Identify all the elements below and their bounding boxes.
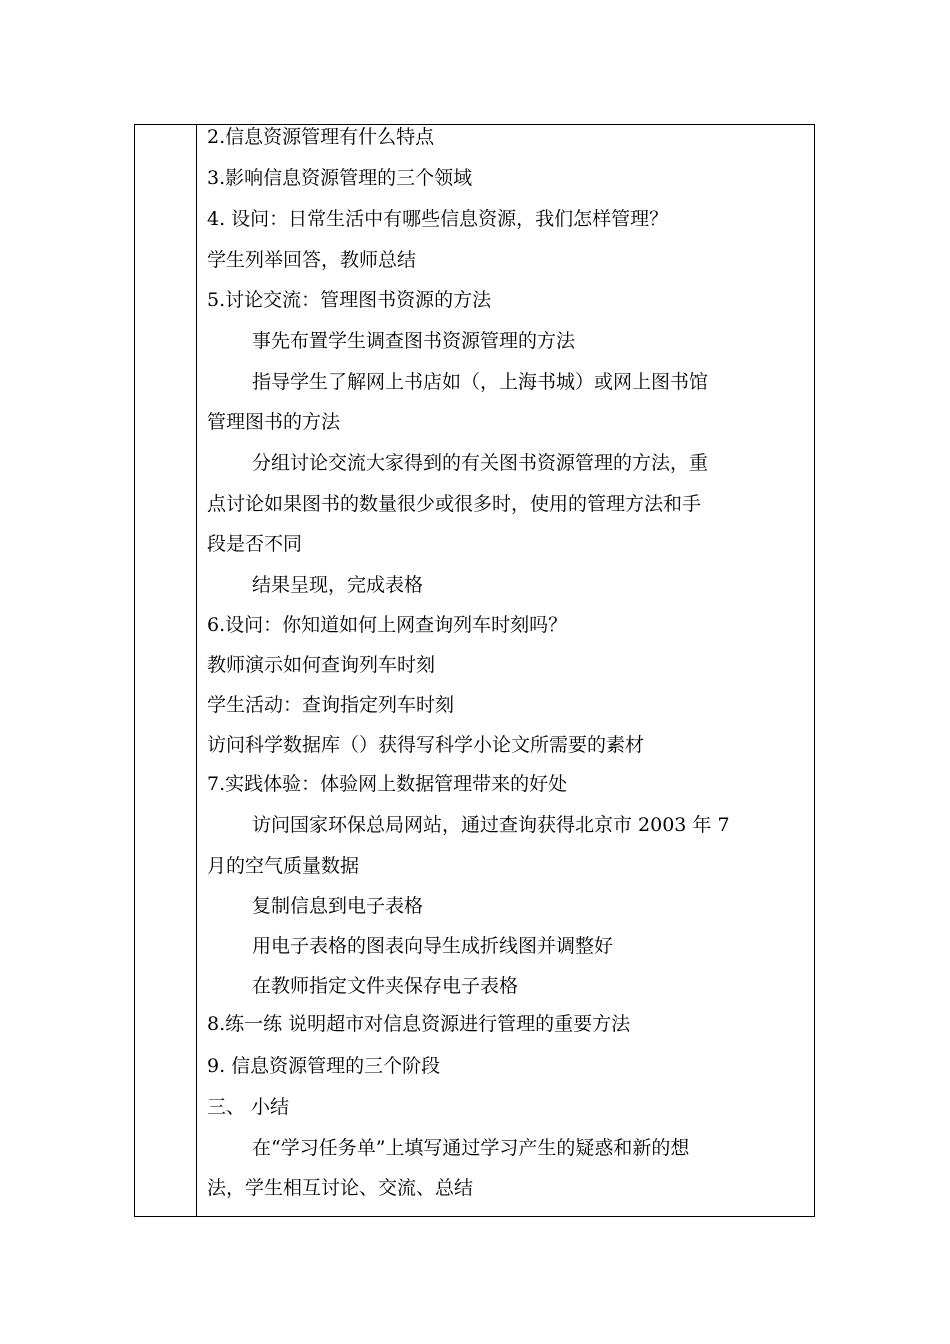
- text-line: 学生列举回答，教师总结: [207, 249, 417, 271]
- text-line: 事先布置学生调查图书资源管理的方法: [252, 330, 576, 352]
- text-line: 8.练一练 说明超市对信息资源进行管理的重要方法: [207, 1013, 631, 1035]
- text-line: 6.设问：你知道如何上网查询列车时刻吗？: [207, 614, 568, 636]
- text-line: 访问科学数据库（）获得写科学小论文所需要的素材: [207, 734, 645, 756]
- text-line: 结果呈现，完成表格: [252, 574, 424, 596]
- section-heading: 三、 小结: [207, 1096, 290, 1118]
- text-line: 访问国家环保总局网站，通过查询获得北京市 2003 年 7: [252, 814, 730, 836]
- text-line: 法，学生相互讨论、交流、总结: [207, 1177, 474, 1199]
- text-line: 复制信息到电子表格: [252, 895, 424, 917]
- text-line: 5.讨论交流：管理图书资源的方法: [207, 289, 492, 311]
- text-line: 学生活动：查询指定列车时刻: [207, 694, 455, 716]
- text-line: 9. 信息资源管理的三个阶段: [207, 1055, 441, 1077]
- table-content-cell: [197, 125, 814, 1216]
- text-line: 月的空气质量数据: [207, 855, 360, 877]
- text-line: 指导学生了解网上书店如（，上海书城）或网上图书馆: [252, 371, 709, 393]
- text-line: 2.信息资源管理有什么特点: [207, 126, 435, 148]
- text-line: 3.影响信息资源管理的三个领域: [207, 167, 473, 189]
- text-line: 7.实践体验：体验网上数据管理带来的好处: [207, 773, 568, 795]
- text-line: 段是否不同: [207, 533, 303, 555]
- lesson-table: [134, 124, 815, 1217]
- table-left-column: [135, 125, 197, 1216]
- text-line: 4. 设问：日常生活中有哪些信息资源，我们怎样管理？: [207, 208, 669, 230]
- text-line: 用电子表格的图表向导生成折线图并调整好: [252, 935, 614, 957]
- text-line: 管理图书的方法: [207, 411, 341, 433]
- text-line: 教师演示如何查询列车时刻: [207, 654, 436, 676]
- text-line: 在“学习任务单”上填写通过学习产生的疑惑和新的想: [252, 1137, 690, 1159]
- text-line: 分组讨论交流大家得到的有关图书资源管理的方法，重: [252, 452, 709, 474]
- text-line: 点讨论如果图书的数量很少或很多时，使用的管理方法和手: [207, 493, 702, 515]
- text-line: 在教师指定文件夹保存电子表格: [252, 975, 519, 997]
